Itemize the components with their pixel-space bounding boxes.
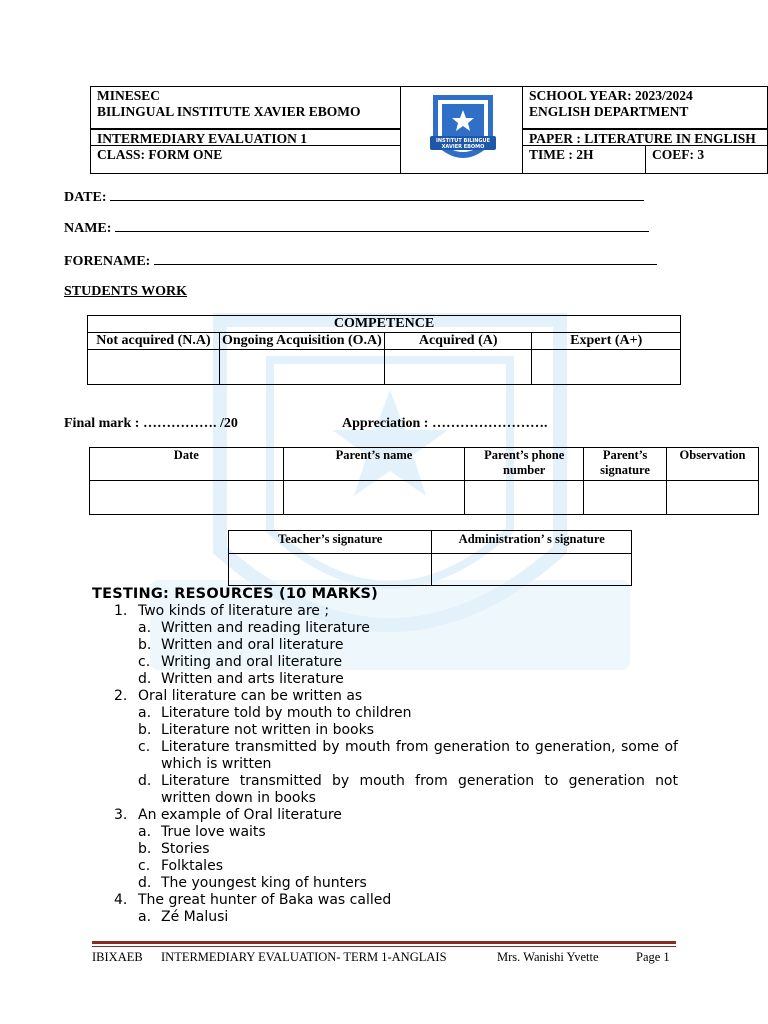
paper-text: PAPER : LITERATURE IN ENGLISH [529,131,756,146]
time-cell [522,145,646,174]
evaluation-title: INTERMEDIARY EVALUATION 1 [97,131,308,146]
option-text: Zé Malusi [161,909,229,925]
ministry-cell [90,86,401,104]
option-letter: a. [138,824,152,840]
testing-heading: TESTING: RESOURCES (10 MARKS) [92,586,379,602]
question-number: 1. [114,603,128,619]
cell-teacher-signature[interactable] [229,554,432,586]
option-letter: c. [138,858,151,874]
footer-rule-thin [92,946,676,947]
parents-table [89,447,759,515]
footer-rule [92,941,676,944]
col-parent-signature: Parent’s signature [584,448,667,481]
question-text: Two kinds of literature are ; [138,603,330,619]
department-text: ENGLISH DEPARTMENT [529,104,689,119]
ministry-text: MINESEC [97,88,161,103]
footer-title: INTERMEDIARY EVALUATION- TERM 1-ANGLAIS [161,950,447,964]
col-observation: Observation [667,448,759,481]
svg-text:INSTITUT BILINGUE: INSTITUT BILINGUE [435,138,491,144]
option-2b[interactable] [92,722,678,739]
option-3a[interactable] [92,824,678,841]
date-line[interactable] [110,189,644,201]
col-parent-name: Parent’s name [283,448,465,481]
department-cell [522,103,768,129]
forename-field[interactable] [64,253,657,270]
option-text: True love waits [161,824,266,840]
forename-line[interactable] [154,253,657,265]
option-letter: d. [138,875,152,891]
col-parent-phone: Parent’s phone number [465,448,584,481]
appreciation: Appreciation : ……………………. [342,416,548,431]
school-year-text: SCHOOL YEAR: 2023/2024 [529,88,693,103]
option-4a[interactable] [92,909,678,926]
option-text: Written and oral literature [161,637,344,653]
date-field[interactable] [64,189,644,206]
col-teacher-signature: Teacher’s signature [229,531,432,554]
date-label: DATE: [64,190,107,205]
time-text: TIME : 2H [529,147,594,162]
footer-teacher: Mrs. Wanishi Yvette [497,950,599,964]
option-text: Folktales [161,858,223,874]
footer-page: Page 1 [636,950,670,964]
option-letter: d. [138,671,152,687]
option-text: Literature transmitted by mouth from generation to generation, some of which is written [161,739,678,772]
question-number: 2. [114,688,128,704]
option-text: Written and reading literature [161,620,370,636]
question-text: Oral literature can be written as [138,688,363,704]
cell-admin-signature[interactable] [432,554,632,586]
question-number: 4. [114,892,128,908]
cell-acquired[interactable] [384,350,532,385]
cell-not-acquired[interactable] [88,350,220,385]
footer-code: IBIXAEB [92,950,143,964]
school-name: BILINGUAL INSTITUTE XAVIER EBOMO [97,104,361,119]
forename-label: FORENAME: [64,254,151,269]
option-text: Literature transmitted by mouth from generation to generation not written down in books [161,773,678,806]
option-3b[interactable] [92,841,678,858]
question-2 [92,688,678,705]
option-letter: b. [138,722,152,738]
option-letter: c. [138,739,151,755]
evaluation-cell [90,129,401,146]
option-text: Writing and oral literature [161,654,343,670]
question-4 [92,892,678,909]
option-3d[interactable] [92,875,678,892]
cell-ongoing-acquisition[interactable] [219,350,384,385]
option-letter: b. [138,637,152,653]
question-text: The great hunter of Baka was called [138,892,392,908]
option-1b[interactable] [92,637,678,654]
option-1a[interactable] [92,620,678,637]
option-text: Literature not written in books [161,722,375,738]
header-table [90,86,768,174]
option-2a[interactable] [92,705,678,722]
competence-table [87,315,681,385]
school-logo [430,92,496,170]
students-work-heading: STUDENTS WORK [64,284,188,299]
col-acquired: Acquired (A) [384,333,532,350]
school-year-cell [522,86,768,104]
class-cell [90,145,401,174]
option-letter: a. [138,620,152,636]
name-field[interactable] [64,220,649,237]
col-admin-signature: Administration’ s signature [432,531,632,554]
col-not-acquired: Not acquired (N.A) [88,333,220,350]
name-line[interactable] [115,220,649,232]
option-text: Written and arts literature [161,671,344,687]
class-text: CLASS: FORM ONE [97,147,223,162]
col-ongoing-acquisition: Ongoing Acquisition (O.A) [219,333,384,350]
option-letter: c. [138,654,151,670]
question-1 [92,603,678,620]
col-date: Date [90,448,284,481]
coef-text: COEF: 3 [652,147,705,162]
coef-cell [645,145,768,174]
cell-date[interactable] [90,481,284,515]
option-letter: a. [138,909,152,925]
col-expert: Expert (A+) [532,333,681,350]
competence-title: COMPETENCE [88,316,681,333]
questions-section [92,586,678,926]
option-letter: d. [138,773,152,789]
option-2c[interactable] [92,739,678,773]
school-cell [90,103,401,129]
option-1c[interactable] [92,654,678,671]
option-3c[interactable] [92,858,678,875]
question-3 [92,807,678,824]
cell-observation[interactable] [667,481,759,515]
option-text: Stories [161,841,210,857]
option-letter: a. [138,705,152,721]
option-1d[interactable] [92,671,678,688]
final-mark: Final mark : ……………. /20 [64,416,238,431]
cell-parent-signature[interactable] [584,481,667,515]
cell-expert[interactable] [532,350,681,385]
signatures-table [228,530,632,586]
cell-parent-phone[interactable] [465,481,584,515]
option-text: The youngest king of hunters [161,875,367,891]
question-number: 3. [114,807,128,823]
paper-cell [522,129,768,146]
cell-parent-name[interactable] [283,481,465,515]
name-label: NAME: [64,221,112,236]
option-text: Literature told by mouth to children [161,705,412,721]
option-2d[interactable] [92,773,678,807]
svg-text:XAVIER EBOMO: XAVIER EBOMO [441,144,485,150]
question-text: An example of Oral literature [138,807,342,823]
option-letter: b. [138,841,152,857]
